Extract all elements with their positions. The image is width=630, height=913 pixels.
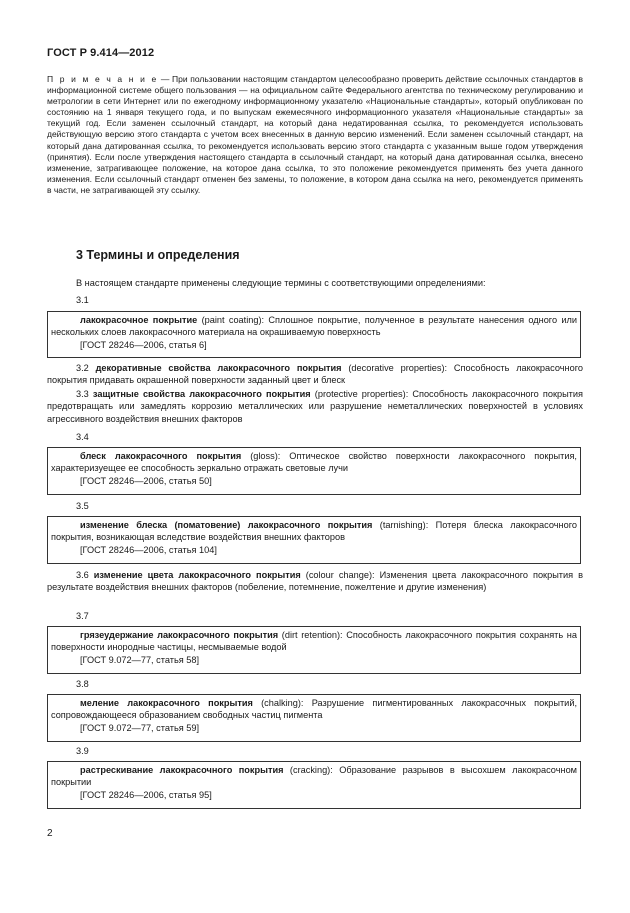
document-header: ГОСТ Р 9.414—2012 xyxy=(47,47,155,59)
term-box-3-1 xyxy=(47,311,581,358)
term-name: блеск лакокрасочного покрытия xyxy=(80,451,242,461)
term-number-3-7: 3.7 xyxy=(76,611,89,621)
term-reference: [ГОСТ 9.072—77, статья 58] xyxy=(80,654,200,665)
term-name: лакокрасочное покрытие xyxy=(80,315,198,325)
term-reference: [ГОСТ 9.072—77, статья 59] xyxy=(80,722,200,733)
term-paragraph-3-2: 3.2 декоративные свойства лакокрасочного покрытия (decorative properties): Способность лакокрасочного покрытия придавать окрашенной поверхности заданный цвет и блеск xyxy=(47,363,583,386)
term-name: грязеудержание лакокрасочного покрытия xyxy=(80,630,279,640)
term-box-3-7 xyxy=(47,626,581,674)
term-name: декоративные свойства лакокрасочного покрытия xyxy=(95,363,342,373)
term-number-3-4: 3.4 xyxy=(76,432,89,442)
note-text: — При пользовании настоящим стандартом целесообразно проверить действие ссылочных стандартов в информационной системе общего пользования — на официальном сайте Федерального агентства по техническому регулированию и метрологии в сети Интернет или по ежегодному информационному указателю «Национальные стандарты», который опубликован по состоянию на 1 января текущего года, и по выпускам ежемесячного информационного указателя «Национальные стандарты» за текущий год. Если заменен ссылочный стандарт, на который дана недатированная ссылка, то рекомендуется использовать действующую версию этого стандарта с учетом всех внесенных в данную версию изменений. Если заменен ссылочный стандарт, на который дана датированная ссылка, то рекомендуется использовать версию этого стандарта с указанным выше годом утверждения (принятия). Если после утверждения настоящего стандарта в ссылочный стандарт, на который дана датированная ссылка, внесено изменение, затрагивающее положение, на которое дана ссылка, то это положение рекомендуется применять без учета данного изменения. Если ссылочный стандарт отменен без замены, то положение, в котором дана ссылка на него, рекомендуется применять в части, не затрагивающей эту ссылку. xyxy=(47,74,583,195)
term-definition: грязеудержание лакокрасочного покрытия (dirt retention): Способность лакокрасочного покрытия сохранять на поверхности инородные частицы, несмываемые водой xyxy=(51,630,577,653)
term-definition: растрескивание лакокрасочного покрытия (cracking): Образование разрывов в высохшем лакокрасочном покрытии xyxy=(51,765,577,788)
section-intro: В настоящем стандарте применены следующие термины с соответствующими определениями: xyxy=(76,278,486,288)
term-box-3-5 xyxy=(47,516,581,564)
note-label: П р и м е ч а н и е xyxy=(47,74,159,84)
term-box-3-8 xyxy=(47,694,581,742)
term-reference: [ГОСТ 28246—2006, статья 50] xyxy=(80,475,212,486)
term-number-3-5: 3.5 xyxy=(76,501,89,511)
term-number-3-9: 3.9 xyxy=(76,746,89,756)
term-name: изменение цвета лакокрасочного покрытия xyxy=(93,570,301,580)
term-box-3-9 xyxy=(47,761,581,809)
term-name: растрескивание лакокрасочного покрытия xyxy=(80,765,284,775)
term-name: изменение блеска (поматовение) лакокрасочного покрытия xyxy=(80,520,373,530)
term-paragraph-3-6: 3.6 изменение цвета лакокрасочного покрытия (colour change): Изменения цвета лакокрасочного покрытия в результате воздействия внешних факторов (побеление, потемнение, пожелтение и другие изменения) xyxy=(47,570,583,593)
term-paragraph-3-3: 3.3 защитные свойства лакокрасочного покрытия (protective properties): Способность лакокрасочного покрытия предотвращать или замедлять коррозию металлических или разрушение неметаллических поверхностей в условиях агрессивного воздействия внешних факторов xyxy=(47,389,584,424)
term-number-3-8: 3.8 xyxy=(76,679,89,689)
term-definition: изменение блеска (поматовение) лакокрасочного покрытия (tarnishing): Потеря блеска лакокрасочного покрытия, возникающая вследствие воздействия внешних факторов xyxy=(51,520,577,543)
term-name: защитные свойства лакокрасочного покрытия xyxy=(92,389,311,399)
term-definition: блеск лакокрасочного покрытия (gloss): Оптическое свойство поверхности лакокрасочного покрытия, характеризуещее ее способность зеркально отражать световые лучи xyxy=(51,451,577,474)
term-number-3-1: 3.1 xyxy=(76,295,89,305)
term-definition: меление лакокрасочного покрытия (chalking): Разрушение пигментированных лакокрасочных покрытий, сопровождающееся образованием свободных частиц пигмента xyxy=(51,698,577,721)
term-name: меление лакокрасочного покрытия xyxy=(80,698,253,708)
term-reference: [ГОСТ 28246—2006, статья 104] xyxy=(80,544,217,555)
section-title: 3 Термины и определения xyxy=(76,248,240,262)
term-reference: [ГОСТ 28246—2006, статья 6] xyxy=(80,339,207,350)
term-reference: [ГОСТ 28246—2006, статья 95] xyxy=(80,789,212,800)
page-number: 2 xyxy=(47,828,53,839)
reference-note xyxy=(47,74,583,196)
term-box-3-4 xyxy=(47,447,581,495)
term-definition: лакокрасочное покрытие (paint coating): Сплошное покрытие, полученное в результате нанесения одного или нескольких слоев лакокрасочного материала на окрашиваемую поверхность xyxy=(51,315,578,338)
